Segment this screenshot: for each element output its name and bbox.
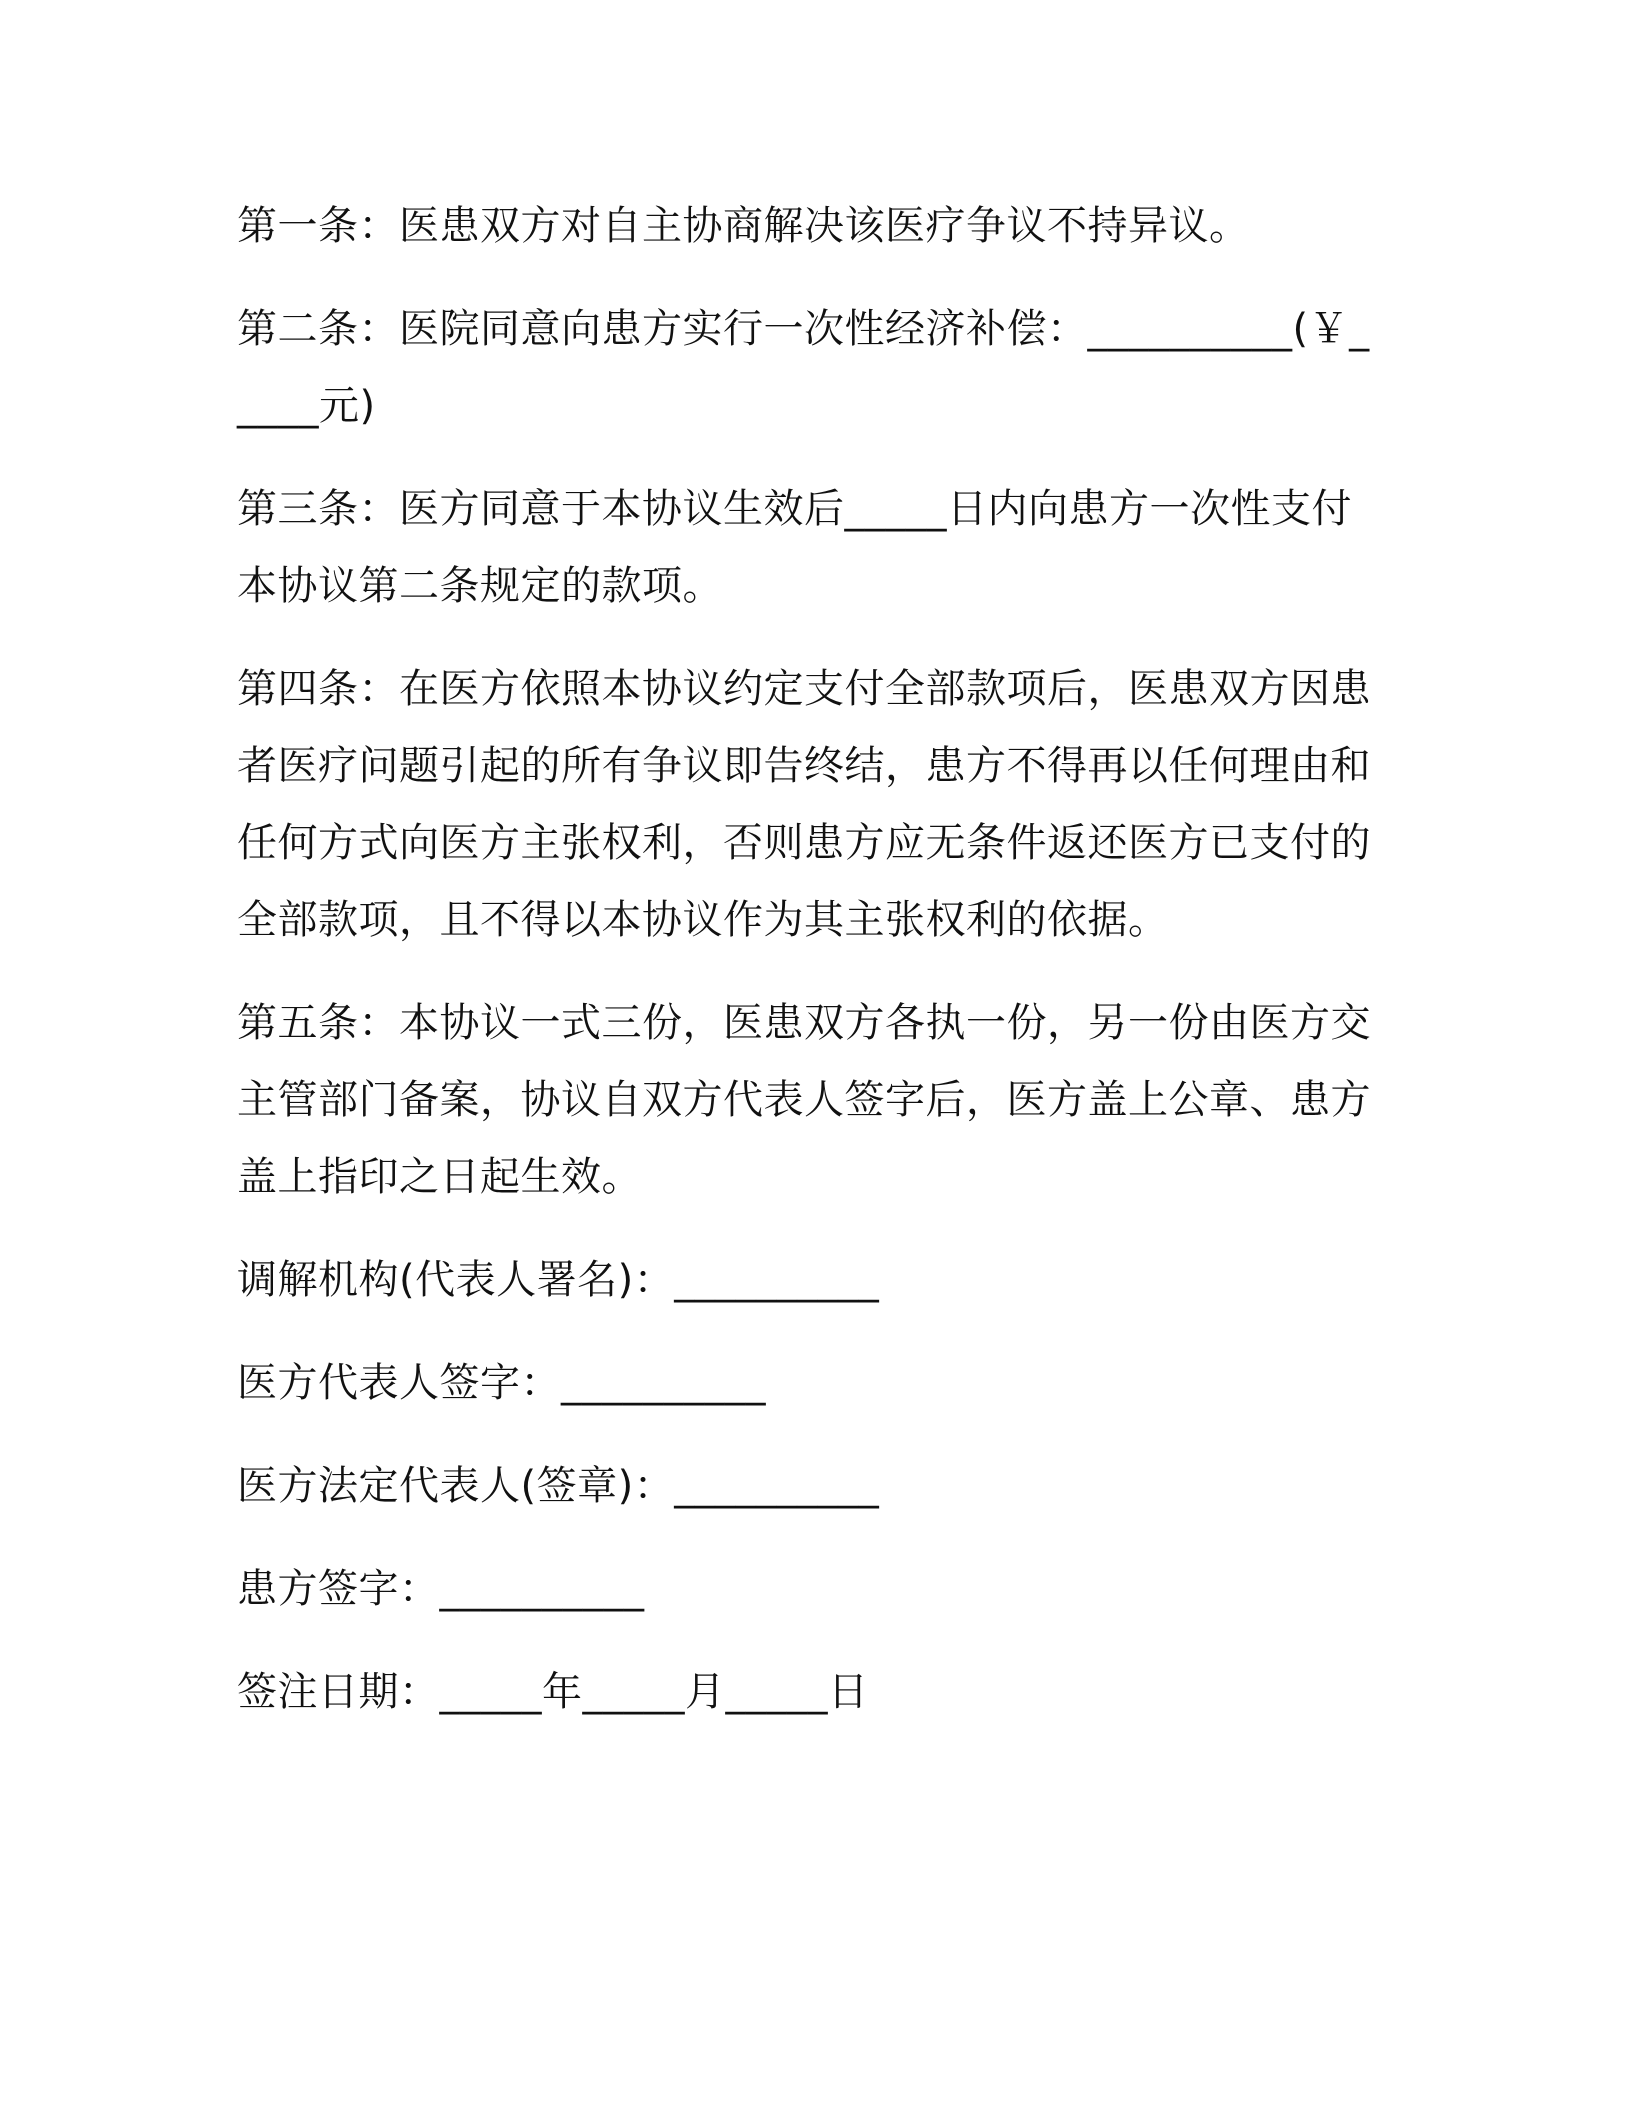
article-4: 第四条：在医方依照本协议约定支付全部款项后，医患双方因患者医疗问题引起的所有争议即告终结，患方不得再以任何理由和任何方式向医方主张权利，否则患方应无条件返还医方已支付的全部款项，且不得以本协议作为其主张权利的依据。	[237, 666, 1371, 943]
agreement-body	[237, 188, 1385, 1757]
mediator-signature-line: 调解机构(代表人署名)：__________	[237, 1257, 880, 1303]
hospital-rep-signature-line: 医方代表人签字：__________	[237, 1360, 766, 1406]
article-2: 第二条：医院同意向患方实行一次性经济补偿：__________(￥_____元)	[237, 306, 1370, 429]
sign-date-line: 签注日期：_____年_____月_____日	[237, 1669, 869, 1715]
article-3: 第三条：医方同意于本协议生效后_____日内向患方一次性支付本协议第二条规定的款项。	[237, 486, 1352, 609]
hospital-legal-rep-signature-line: 医方法定代表人(签章)：__________	[237, 1463, 880, 1509]
article-5: 第五条：本协议一式三份，医患双方各执一份，另一份由医方交主管部门备案，协议自双方代表人签字后，医方盖上公章、患方盖上指印之日起生效。	[237, 1000, 1371, 1200]
article-1: 第一条：医患双方对自主协商解决该医疗争议不持异议。	[237, 203, 1250, 249]
patient-signature-line: 患方签字：__________	[237, 1566, 645, 1612]
